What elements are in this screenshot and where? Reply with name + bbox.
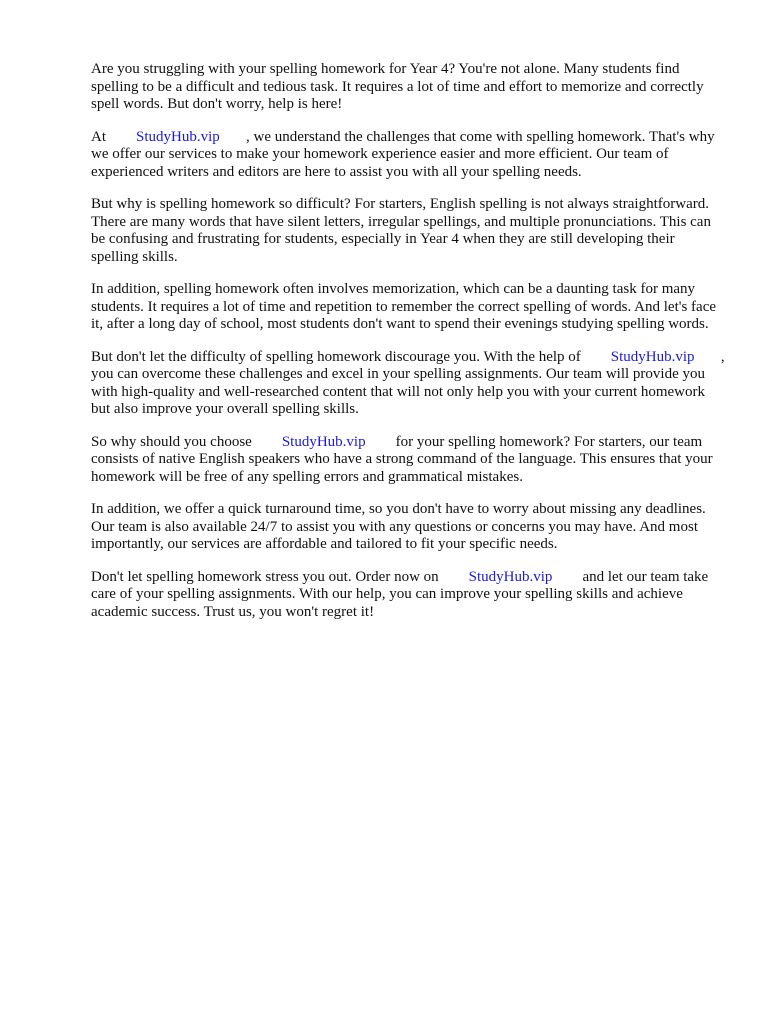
paragraph-text: In addition, spelling homework often involves memorization, which can be a daunting task for many students. It requires a lot of time and repetition to remember the correct spelling of words. And let's face it, after a long day of school, most students don't want to spend their evenings studying spelling words. [91, 281, 717, 332]
paragraph-intro [91, 61, 725, 114]
paragraph-order-now [91, 569, 725, 622]
paragraph-studyhub-intro [91, 129, 725, 182]
paragraph-text: , we understand the challenges that come with spelling homework. That's why we offer our services to make your homework experience easier and more efficient. Our team of experienced writers and editors are here to assist you with all your spelling needs. [91, 128, 715, 180]
paragraph-text: But why is spelling homework so difficult? For starters, English spelling is not always straightforward. There are many words that have silent letters, irregular spellings, and multiple pronunciations. This can be confusing and frustrating for students, especially in Year 4 when they are still developing their spelling skills. [91, 196, 711, 265]
paragraph-why-difficult [91, 196, 725, 266]
document-body [91, 61, 725, 636]
studyhub-link[interactable]: StudyHub.vip [136, 128, 220, 145]
studyhub-link[interactable]: StudyHub.vip [610, 348, 695, 365]
paragraph-text: Don't let spelling homework stress you out. Order now on [91, 568, 439, 585]
paragraph-text: for your spelling homework? For starters, our team consists of native English speakers who have a strong command of the language. This ensures that your homework will be free of any spelling errors and grammatical mistakes. [91, 433, 713, 485]
paragraph-text: At [91, 128, 106, 145]
paragraph-discourage [91, 349, 725, 419]
studyhub-link[interactable]: StudyHub.vip [281, 433, 366, 450]
paragraph-text: In addition, we offer a quick turnaround time, so you don't have to worry about missing any deadlines. Our team is also available 24/7 to assist you with any questions or concerns you may have. And most importantly, our services are affordable and tailored to fit your specific needs. [91, 501, 706, 552]
paragraph-text: So why should you choose [91, 433, 252, 450]
paragraph-why-choose [91, 434, 725, 487]
studyhub-link[interactable]: StudyHub.vip [468, 568, 553, 585]
paragraph-text: But don't let the difficulty of spelling homework discourage you. With the help of [91, 348, 581, 365]
paragraph-turnaround [91, 501, 725, 554]
paragraph-text: and let our team take care of your spelling assignments. With our help, you can improve your spelling skills and achieve academic success. Trust us, you won't regret it! [91, 568, 709, 620]
paragraph-memorization [91, 281, 725, 334]
paragraph-text: , you can overcome these challenges and excel in your spelling assignments. Our team will provide you with high-quality and well-researched content that will not only help you with your current homework but also improve your overall spelling skills. [91, 348, 725, 417]
paragraph-text: Are you struggling with your spelling homework for Year 4? You're not alone. Many students find spelling to be a difficult and tedious task. It requires a lot of time and effort to memorize and correctly spell words. But don't worry, help is here! [91, 61, 704, 112]
